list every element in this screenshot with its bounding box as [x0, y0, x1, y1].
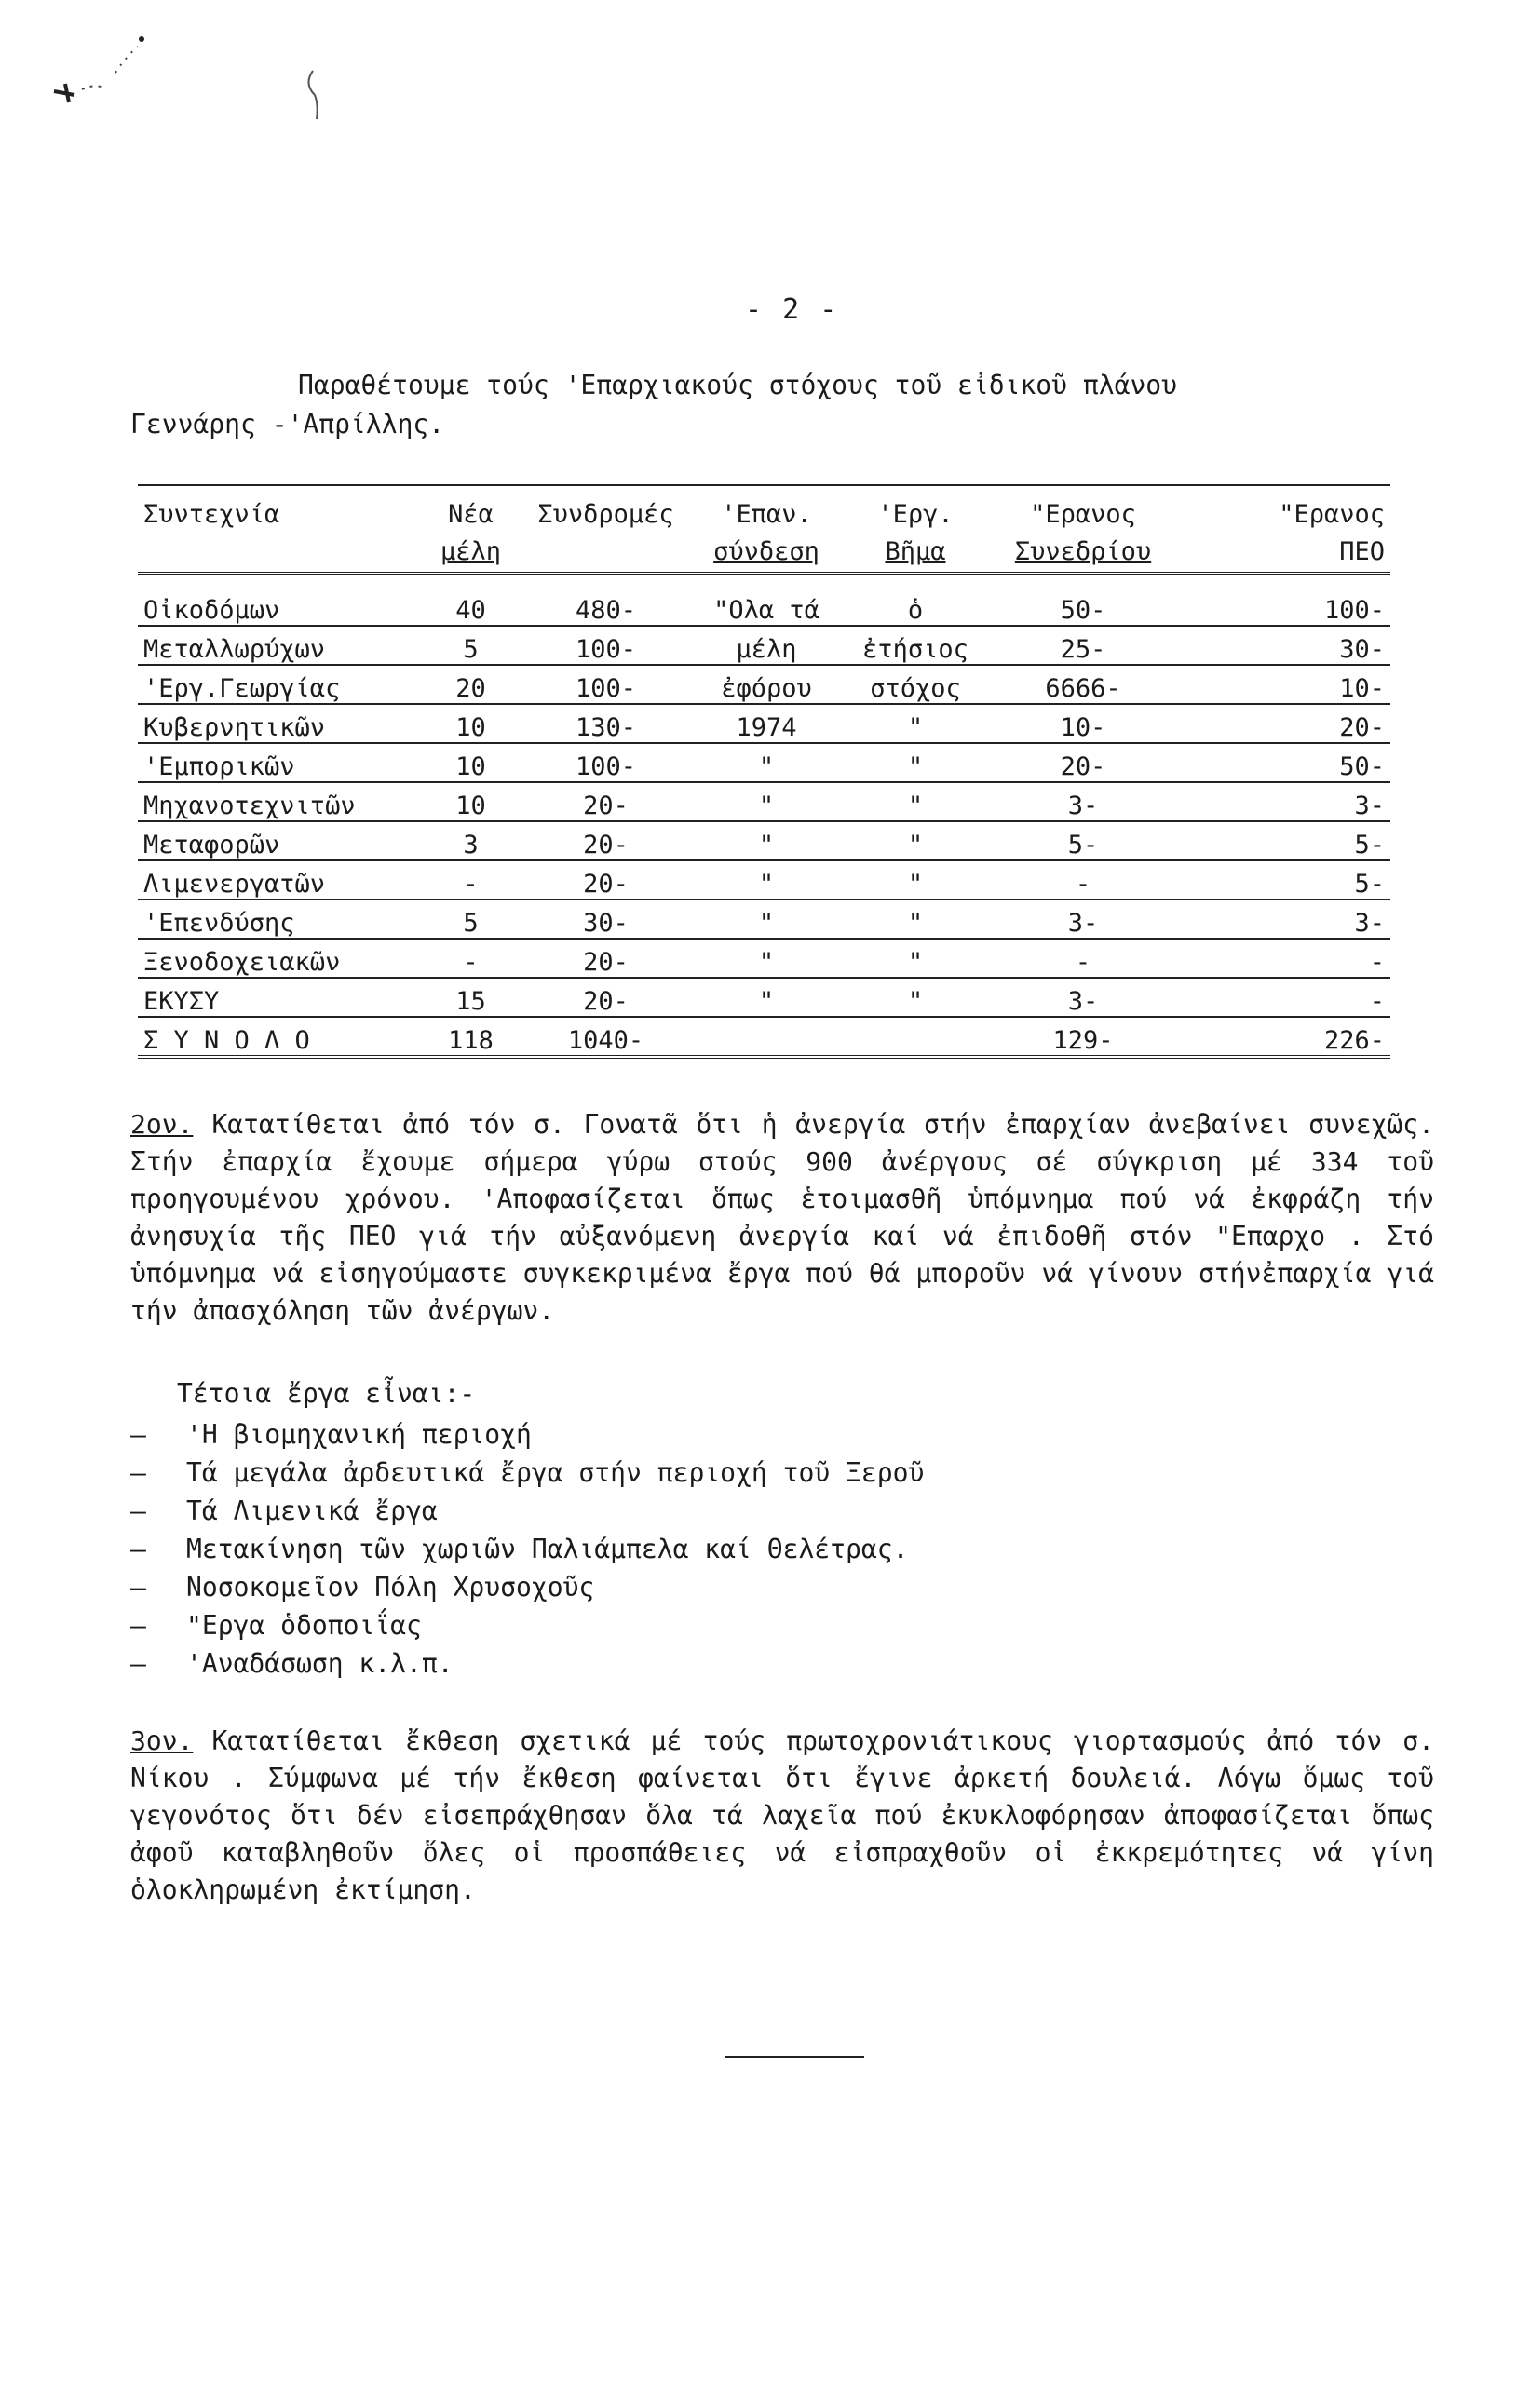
header-peo-fund: "Ερανος	[1181, 485, 1390, 529]
table-cell: 1974	[687, 704, 846, 743]
table-cell: -	[417, 939, 524, 978]
work-item-text: 'Αναδάσωση κ.λ.π.	[186, 1648, 454, 1679]
table-cell: -	[1181, 978, 1390, 1017]
table-cell: 20-	[985, 743, 1181, 782]
table-cell: 20-	[524, 860, 687, 900]
table-cell: 10	[417, 704, 524, 743]
regional-targets-table	[138, 484, 1390, 1059]
list-item	[130, 1568, 924, 1606]
list-item	[130, 1530, 924, 1568]
intro-line-2: Γεννάρης -'Απρίλλης.	[130, 409, 445, 440]
table-cell: Σ Υ Ν Ο Λ Ο	[138, 1017, 417, 1057]
header-congress-fund: "Ερανος	[985, 485, 1181, 529]
table-cell: "	[687, 743, 846, 782]
table-cell: "	[687, 900, 846, 939]
table-cell: 40	[417, 588, 524, 626]
table-cell: 5	[417, 900, 524, 939]
list-dash: –	[130, 1610, 146, 1641]
table-cell: "Ολα τά	[687, 588, 846, 626]
table-cell: 5-	[1181, 860, 1390, 900]
table-cell: "	[687, 821, 846, 860]
list-item	[130, 1415, 924, 1454]
table-cell: "	[687, 782, 846, 821]
table-total-row	[138, 1017, 1390, 1057]
table-cell: 'Εμπορικῶν	[138, 743, 417, 782]
table-cell: 20-	[1181, 704, 1390, 743]
table-cell: 20-	[524, 782, 687, 821]
table-cell	[687, 1017, 846, 1057]
table-row	[138, 626, 1390, 665]
header-work-step: 'Εργ.	[846, 485, 985, 529]
list-item	[130, 1492, 924, 1530]
header-reconnection: 'Επαν.	[687, 485, 846, 529]
table-cell: ΕΚΥΣΥ	[138, 978, 417, 1017]
table-cell: 100-	[1181, 588, 1390, 626]
table-cell: 1040-	[524, 1017, 687, 1057]
table-cell: 10-	[1181, 665, 1390, 704]
table-cell: 20-	[524, 821, 687, 860]
table-row	[138, 939, 1390, 978]
table-cell: 5	[417, 626, 524, 665]
work-item-text: Νοσοκομεῖον Πόλη Χρυσοχοῦς	[186, 1572, 595, 1603]
list-dash: –	[130, 1457, 146, 1488]
table-header-row-2: μέλη σύνδεση Βῆμα Συνεδρίου ΠΕΟ	[138, 529, 1390, 574]
paragraph-2-number: 2ον.	[130, 1109, 194, 1140]
work-item-text: "Εργα ὁδοποιΐας	[186, 1610, 422, 1641]
table-cell: 'Εργ.Γεωργίας	[138, 665, 417, 704]
table-cell	[846, 1017, 985, 1057]
work-item-text: Τά μεγάλα ἀρδευτικά ἔργα στήν περιοχή τοῦ Ξεροῦ	[186, 1457, 925, 1488]
table-row	[138, 860, 1390, 900]
table-cell: 3	[417, 821, 524, 860]
table-cell: Λιμενεργατῶν	[138, 860, 417, 900]
paragraph-3-number: 3ον.	[130, 1725, 194, 1756]
table-row	[138, 665, 1390, 704]
table-cell: "	[846, 704, 985, 743]
list-dash: –	[130, 1534, 146, 1564]
table-cell: στόχος	[846, 665, 985, 704]
table-cell: 5-	[1181, 821, 1390, 860]
table-cell: 20-	[524, 939, 687, 978]
corner-scribble	[37, 19, 354, 130]
table-cell: 5-	[985, 821, 1181, 860]
list-dash: –	[130, 1572, 146, 1603]
table-cell: ἐτήσιος	[846, 626, 985, 665]
list-dash: –	[130, 1648, 146, 1679]
page-number: - 2 -	[745, 293, 839, 326]
list-item	[130, 1644, 924, 1683]
intro-line-1: Παραθέτουμε τούς 'Επαρχιακούς στόχους τοῦ εἰδικοῦ πλάνου	[298, 370, 1178, 400]
table-cell: 20-	[524, 978, 687, 1017]
table-cell: 3-	[1181, 900, 1390, 939]
table-cell: "	[846, 860, 985, 900]
table-cell: 10	[417, 743, 524, 782]
works-intro: Τέτοια ἔργα εἶναι:-	[177, 1378, 476, 1409]
header-union: Συντεχνία	[138, 485, 417, 529]
table-row	[138, 704, 1390, 743]
table-cell: 6666-	[985, 665, 1181, 704]
work-item-text: 'Η βιομηχανική περιοχή	[186, 1419, 532, 1450]
table-cell: "	[687, 978, 846, 1017]
table-row	[138, 782, 1390, 821]
table-row	[138, 900, 1390, 939]
table-cell: Κυβερνητικῶν	[138, 704, 417, 743]
table-cell: ὁ	[846, 588, 985, 626]
work-item-text: Τά Λιμενικά ἔργα	[186, 1495, 438, 1526]
table-cell: 100-	[524, 665, 687, 704]
table-row	[138, 588, 1390, 626]
list-dash: –	[130, 1419, 146, 1450]
works-list	[130, 1415, 924, 1683]
table-cell: μέλη	[687, 626, 846, 665]
paragraph-2-text: Κατατίθεται ἀπό τόν σ. Γονατᾶ ὅτι ἡ ἀνεργία στήν ἐπαρχίαν ἀνεβαίνει συνεχῶς. Στήν ἐπαρχία ἔχουμε σήμερα γύρω στούς 900 ἀνέργους σέ σύγκριση μέ 334 τοῦ προηγουμένου χρόνου. 'Αποφασίζεται ὅπως ἑτοιμασθῆ ὑπόμνημα πού νά ἐκφράζη τήν ἀνησυχία τῆς ΠΕΟ γιά τήν αὐξανόμενη ἀνεργία καί νά ἐπιδοθῆ στόν "Επαρχο . Στό ὑπόμνημα νά εἰσηγούμαστε συγκεκριμένα ἔργα πού θά μποροῦν νά γίνουν στήνἐπαρχία γιά τήν ἀπασχόληση τῶν ἀνέργων.	[130, 1109, 1434, 1326]
table-cell: "	[687, 939, 846, 978]
table-cell: 100-	[524, 743, 687, 782]
list-item	[130, 1606, 924, 1644]
table-cell: -	[417, 860, 524, 900]
paragraph-2	[130, 1106, 1434, 1330]
table-cell: 118	[417, 1017, 524, 1057]
work-item-text: Μετακίνηση τῶν χωριῶν Παλιάμπελα καί Θελέτρας.	[186, 1534, 909, 1564]
table-cell: -	[1181, 939, 1390, 978]
intro-text	[130, 366, 1434, 444]
table-cell: Οἰκοδόμων	[138, 588, 417, 626]
table-cell: 3-	[985, 900, 1181, 939]
table-cell: 10-	[985, 704, 1181, 743]
paragraph-3	[130, 1723, 1434, 1909]
table-cell: 480-	[524, 588, 687, 626]
table-cell: 25-	[985, 626, 1181, 665]
table-cell: 50-	[1181, 743, 1390, 782]
table-cell: "	[687, 860, 846, 900]
table-row	[138, 743, 1390, 782]
table-cell: 129-	[985, 1017, 1181, 1057]
table-header-row	[138, 485, 1390, 529]
table-cell: "	[846, 900, 985, 939]
closing-rule	[725, 2056, 864, 2058]
paragraph-3-text: Κατατίθεται ἔκθεση σχετικά μέ τούς πρωτοχρονιάτικους γιορτασμούς ἀπό τόν σ. Νίκου . Σύμφωνα μέ τήν ἔκθεση φαίνεται ὅτι ἔγινε ἀρκετή δουλειά. Λόγω ὅμως τοῦ γεγονότος ὅτι δέν εἰσεπράχθησαν ὅλα τά λαχεῖα πού ἐκυκλοφόρησαν ἀποφασίζεται ὅπως ἀφοῦ καταβληθοῦν ὅλες οἱ προσπάθειες νά εἰσπραχθοῦν οἱ ἐκκρεμότητες νά γίνη ὁλοκληρωμένη ἐκτίμηση.	[130, 1725, 1434, 1905]
table-cell: -	[985, 939, 1181, 978]
list-dash: –	[130, 1495, 146, 1526]
table-cell: 30-	[1181, 626, 1390, 665]
table-cell: Μεταλλωρύχων	[138, 626, 417, 665]
table-cell: 50-	[985, 588, 1181, 626]
table-cell: ἐφόρου	[687, 665, 846, 704]
table-cell: 15	[417, 978, 524, 1017]
table-cell: 3-	[1181, 782, 1390, 821]
table-cell: 130-	[524, 704, 687, 743]
table-cell: "	[846, 939, 985, 978]
table-cell: 10	[417, 782, 524, 821]
table-cell: "	[846, 821, 985, 860]
table-cell: "	[846, 782, 985, 821]
table-cell: 3-	[985, 782, 1181, 821]
table-cell: 'Επενδύσης	[138, 900, 417, 939]
table-cell: 30-	[524, 900, 687, 939]
table-row	[138, 978, 1390, 1017]
header-subscriptions: Συνδρομές	[524, 485, 687, 529]
list-item	[130, 1454, 924, 1492]
table-cell: "	[846, 743, 985, 782]
table-cell: Ξενοδοχειακῶν	[138, 939, 417, 978]
table-cell: 3-	[985, 978, 1181, 1017]
table-cell: -	[985, 860, 1181, 900]
table-cell: 226-	[1181, 1017, 1390, 1057]
table-cell: Μεταφορῶν	[138, 821, 417, 860]
table-cell: 100-	[524, 626, 687, 665]
table-cell: "	[846, 978, 985, 1017]
header-new-members: Νέα	[417, 485, 524, 529]
table-row	[138, 821, 1390, 860]
table-cell: Μηχανοτεχνιτῶν	[138, 782, 417, 821]
table-cell: 20	[417, 665, 524, 704]
